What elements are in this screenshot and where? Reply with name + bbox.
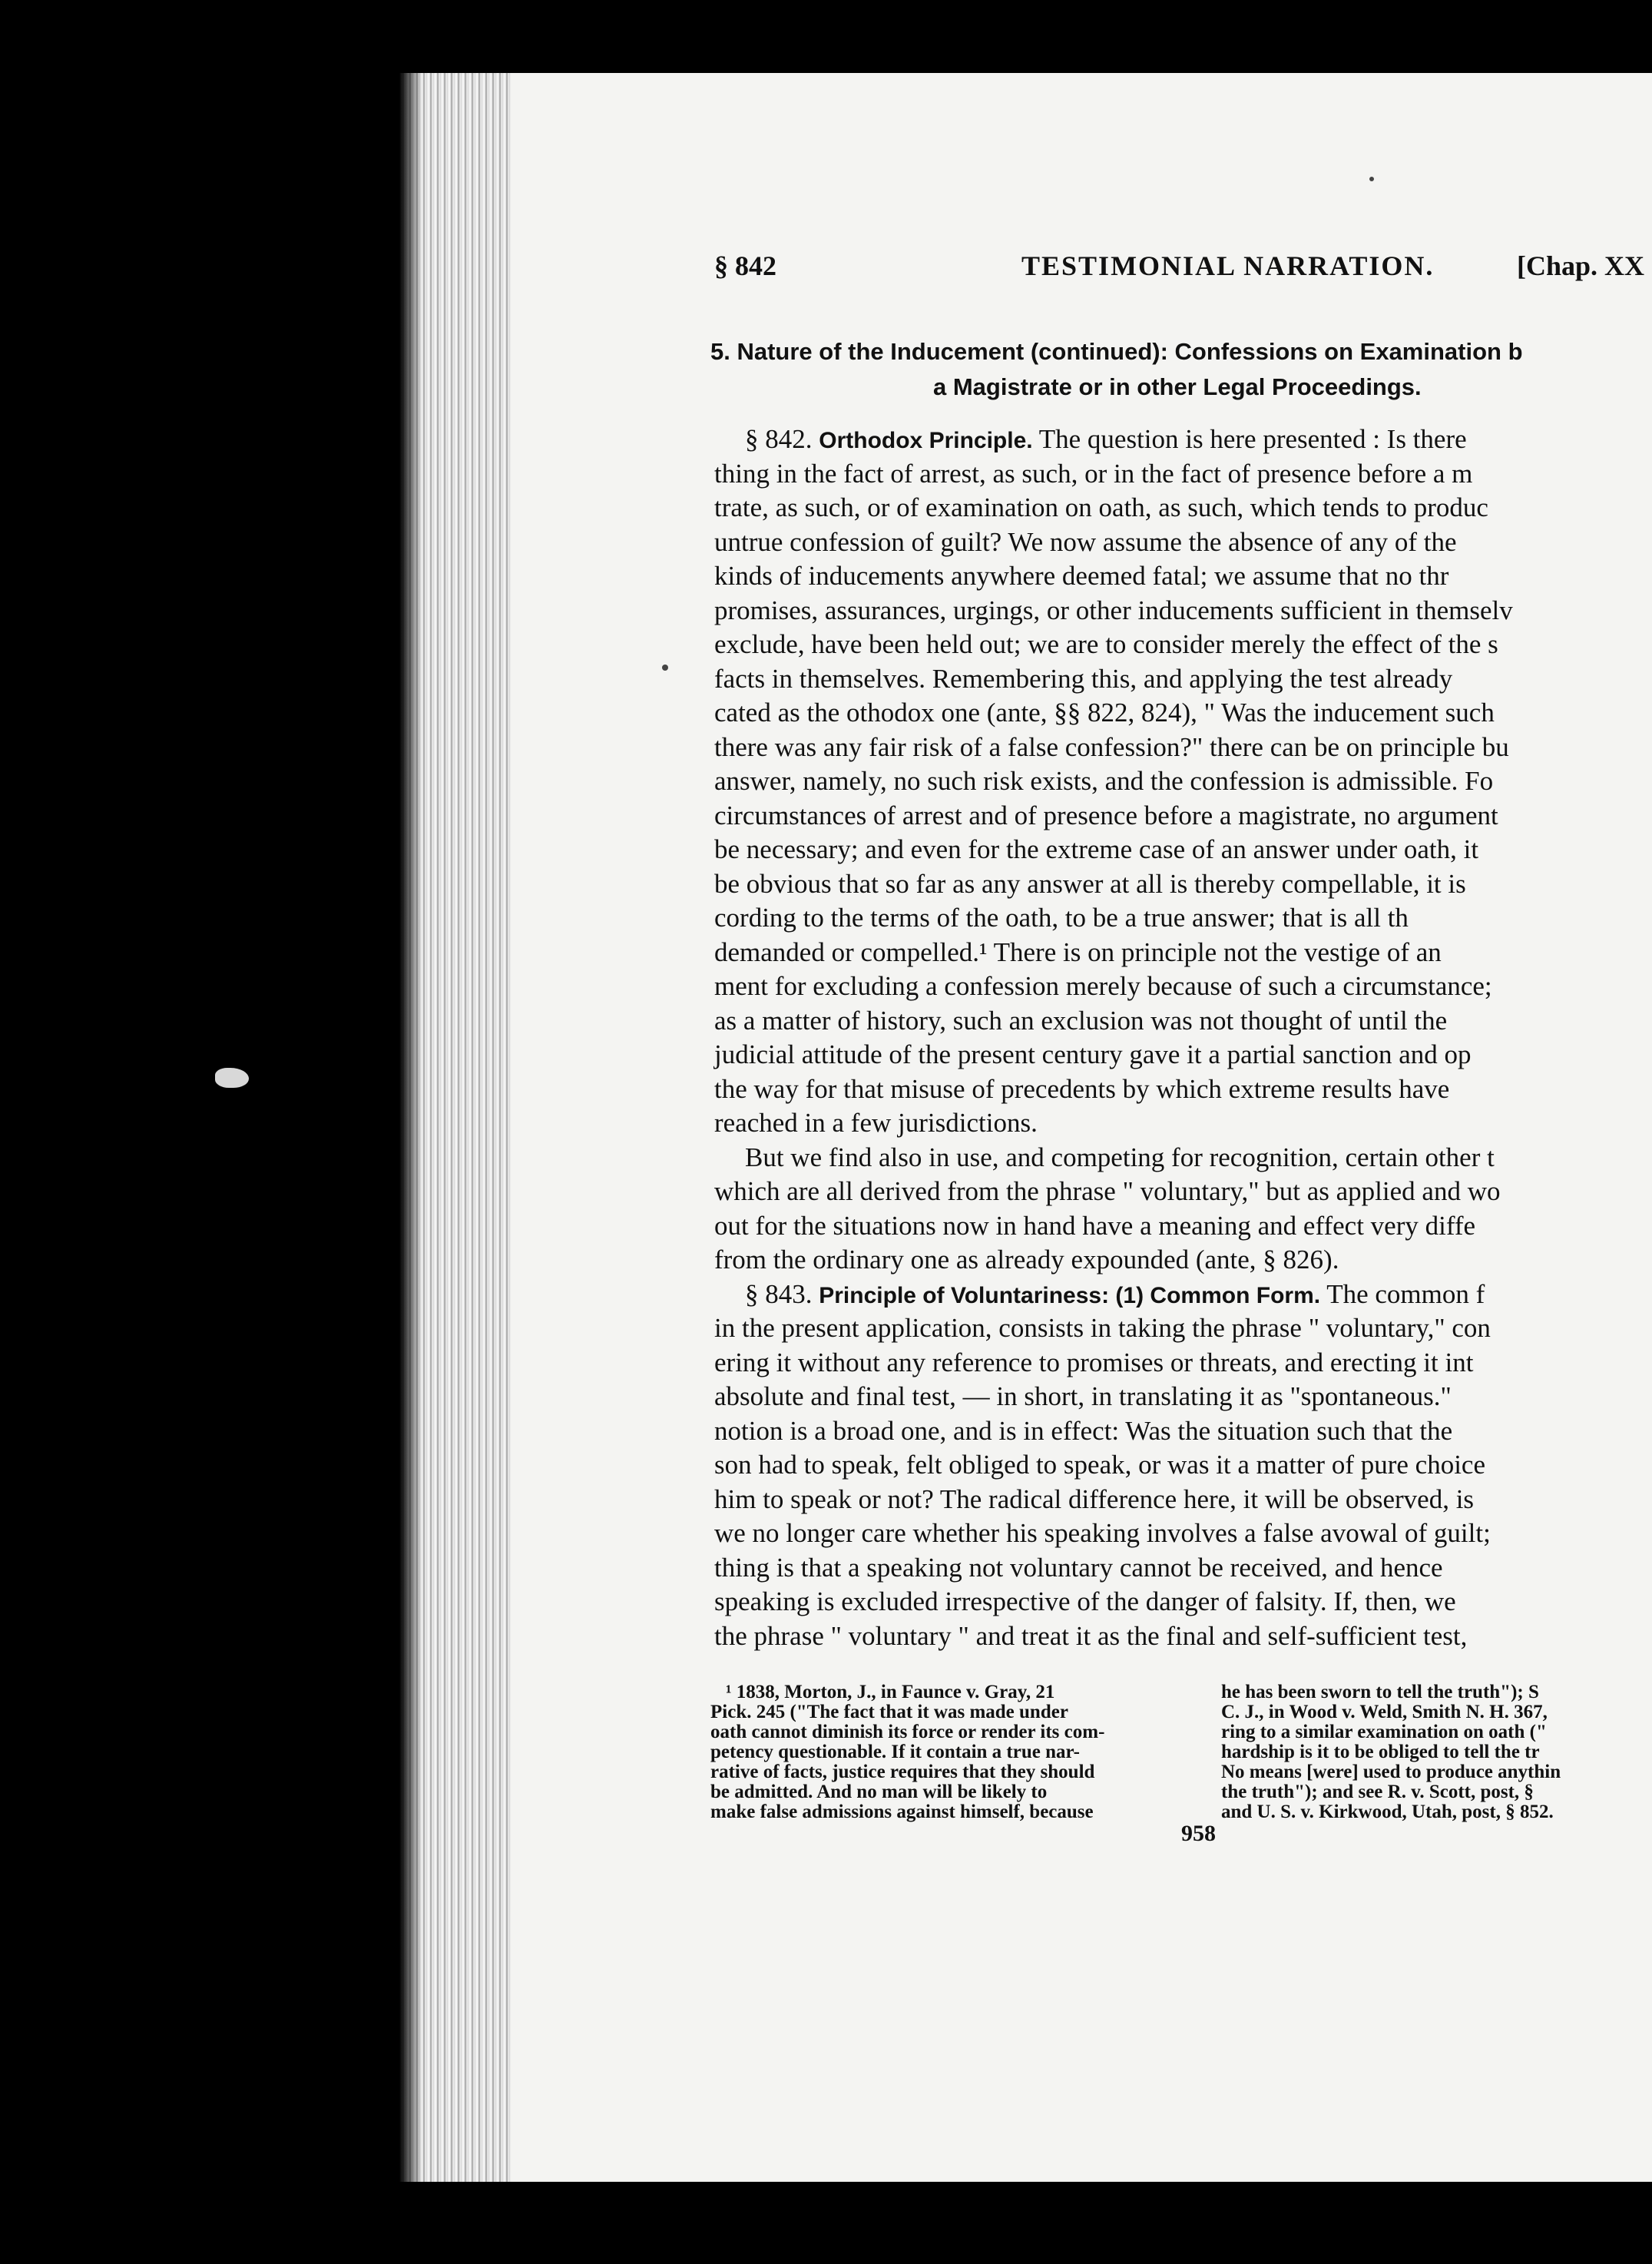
text-line: there was any fair risk of a false confession?" there can be on principle bu bbox=[714, 731, 1509, 762]
book-edge-shadow bbox=[399, 73, 422, 2193]
text-line: as a matter of history, such an exclusion was not thought of until the bbox=[714, 1005, 1448, 1036]
book-page bbox=[511, 73, 1652, 2189]
footnote-line: be admitted. And no man will be likely to bbox=[710, 1782, 1048, 1802]
text-line: judicial attitude of the present century gave it a partial sanction and op bbox=[714, 1039, 1472, 1069]
running-head-section: § 842 bbox=[714, 250, 776, 281]
text-line: in the present application, consists in taking the phrase " voluntary," con bbox=[714, 1313, 1491, 1343]
text-line: thing is that a speaking not voluntary cannot be received, and hence bbox=[714, 1552, 1443, 1583]
section-heading-line: 5. Nature of the Inducement (continued): Confessions on Examination b bbox=[710, 338, 1523, 365]
footnote-line: he has been sworn to tell the truth"); S bbox=[1221, 1682, 1539, 1702]
text-line: exclude, have been held out; we are to consider merely the effect of the s bbox=[714, 629, 1498, 659]
footnote-line: the truth"); and see R. v. Scott, post, § bbox=[1221, 1782, 1534, 1802]
text-line: speaking is excluded irrespective of the danger of falsity. If, then, we bbox=[714, 1586, 1456, 1616]
text-line: the way for that misuse of precedents by which extreme results have bbox=[714, 1073, 1450, 1104]
page-content bbox=[710, 73, 1652, 2189]
text-line bbox=[745, 423, 1467, 459]
text-line: which are all derived from the phrase " voluntary," but as applied and wo bbox=[714, 1176, 1501, 1206]
footnote-line: ring to a similar examination on oath (" bbox=[1221, 1722, 1547, 1742]
text-line: But we find also in use, and competing for recognition, certain other t bbox=[745, 1142, 1495, 1172]
text-line: notion is a broad one, and is in effect: Was the situation such that the bbox=[714, 1415, 1453, 1446]
text-line: promises, assurances, urgings, or other inducements sufficient in themselv bbox=[714, 595, 1513, 625]
footnote-line: Pick. 245 ("The fact that it was made under bbox=[710, 1702, 1068, 1722]
section-heading-line: a Magistrate or in other Legal Proceedings. bbox=[933, 373, 1422, 400]
text-line: ment for excluding a confession merely because of such a circumstance; bbox=[714, 971, 1492, 1001]
running-head bbox=[714, 250, 1652, 296]
text-run: The question is here presented : Is there bbox=[1038, 424, 1467, 454]
text-line: demanded or compelled.¹ There is on principle not the vestige of an bbox=[714, 936, 1442, 967]
text-line: be necessary; and even for the extreme case of an answer under oath, it bbox=[714, 834, 1479, 864]
text-run: The common f bbox=[1326, 1278, 1485, 1309]
section-number: § 842. bbox=[745, 424, 813, 454]
scan-border-bottom bbox=[0, 2182, 1652, 2264]
footnote-line: No means [were] used to produce anythin bbox=[1221, 1762, 1561, 1782]
running-head-chapter: [Chap. XX bbox=[1517, 250, 1645, 281]
text-line: ering it without any reference to promises or threats, and erecting it int bbox=[714, 1347, 1474, 1377]
scan-border-left bbox=[0, 0, 399, 2264]
text-line: trate, as such, or of examination on oath, as such, which tends to produc bbox=[714, 492, 1488, 522]
text-line: cording to the terms of the oath, to be a true answer; that is all th bbox=[714, 903, 1409, 933]
text-line: reached in a few jurisdictions. bbox=[714, 1108, 1038, 1138]
footnote-line: and U. S. v. Kirkwood, Utah, post, § 852. bbox=[1221, 1802, 1554, 1822]
text-line bbox=[745, 1278, 1485, 1314]
text-line: cated as the othodox one (ante, §§ 822, 824), " Was the inducement such bbox=[714, 698, 1495, 728]
footnote-line: rative of facts, justice requires that they should bbox=[710, 1762, 1095, 1782]
page-speck bbox=[662, 665, 668, 671]
footnote-line: ¹ 1838, Morton, J., in Faunce v. Gray, 21 bbox=[726, 1682, 1055, 1702]
text-line: we no longer care whether his speaking involves a false avowal of guilt; bbox=[714, 1518, 1491, 1548]
running-head-title: TESTIMONIAL NARRATION. bbox=[1021, 250, 1435, 281]
text-line: thing in the fact of arrest, as such, or in the fact of presence before a m bbox=[714, 458, 1473, 489]
page-number: 958 bbox=[1181, 1821, 1216, 1846]
footnote-line: hardship is it to be obliged to tell the tr bbox=[1221, 1742, 1540, 1762]
text-line: absolute and final test, — in short, in translating it as "spontaneous." bbox=[714, 1381, 1452, 1411]
footnote-line: oath cannot diminish its force or render its com- bbox=[710, 1722, 1105, 1742]
footnote-line: C. J., in Wood v. Weld, Smith N. H. 367, bbox=[1221, 1702, 1548, 1722]
text-line: the phrase " voluntary " and treat it as the final and self-sufficient test, bbox=[714, 1620, 1468, 1651]
text-line: circumstances of arrest and of presence before a magistrate, no argument bbox=[714, 800, 1498, 830]
text-line: him to speak or not? The radical difference here, it will be observed, is bbox=[714, 1483, 1475, 1514]
text-line: answer, namely, no such risk exists, and the confession is admissible. Fo bbox=[714, 766, 1494, 796]
text-line: son had to speak, felt obliged to speak, or was it a matter of pure choice bbox=[714, 1450, 1485, 1480]
text-line: be obvious that so far as any answer at all is thereby compellable, it is bbox=[714, 868, 1466, 899]
section-number: § 843. bbox=[745, 1278, 813, 1309]
scan-speck bbox=[215, 1068, 249, 1088]
text-line: untrue confession of guilt? We now assume the absence of any of the bbox=[714, 526, 1457, 557]
text-line: facts in themselves. Remembering this, and applying the test already bbox=[714, 663, 1453, 694]
footnote-line: make false admissions against himself, because bbox=[710, 1802, 1094, 1822]
text-line: kinds of inducements anywhere deemed fatal; we assume that no thr bbox=[714, 561, 1449, 591]
footnote-line: petency questionable. If it contain a true nar- bbox=[710, 1742, 1080, 1762]
section-label: Principle of Voluntariness: (1) Common Form. bbox=[819, 1282, 1321, 1308]
text-line: out for the situations now in hand have a meaning and effect very diffe bbox=[714, 1210, 1476, 1241]
section-label: Orthodox Principle. bbox=[819, 428, 1033, 453]
text-line: from the ordinary one as already expounded (ante, § 826). bbox=[714, 1245, 1339, 1275]
